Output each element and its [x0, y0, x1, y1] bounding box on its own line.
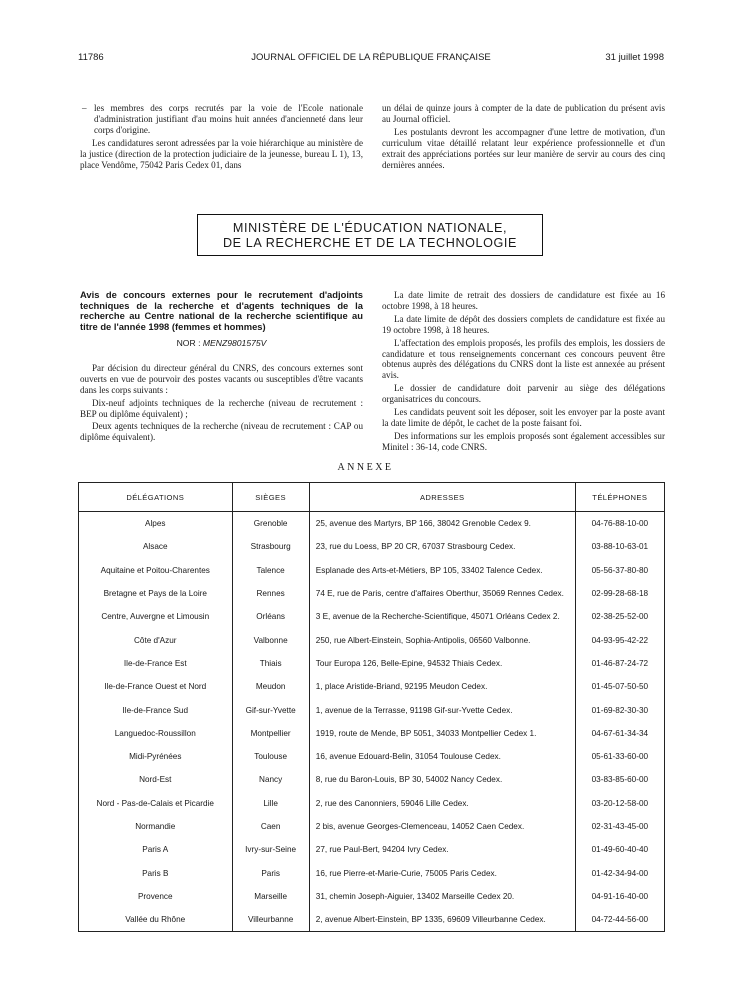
table-row: [79, 722, 665, 745]
cell-delegation: Ile-de-France Sud: [79, 698, 233, 721]
top-left-column: [80, 103, 363, 172]
table-row: [79, 512, 665, 536]
table-row: [79, 908, 665, 932]
column-header-delegations: DÉLÉGATIONS: [79, 483, 233, 512]
ministry-line: MINISTÈRE DE L'ÉDUCATION NATIONALE,: [232, 221, 508, 235]
avis-title: Avis de concours externes pour le recrutement d'adjoints techniques de la recherche et d'agents techniques de la recherche au Centre national de la recherche scientifique au titre de l'année 1998 (femmes et hommes): [80, 289, 363, 332]
cell-telephone: 05-56-37-80-80: [575, 559, 664, 582]
nor-label: NOR :: [176, 338, 201, 348]
cell-delegation: Nord - Pas-de-Calais et Picardie: [79, 792, 233, 815]
cell-adresse: 25, avenue des Martyrs, BP 166, 38042 Grenoble Cedex 9.: [309, 512, 575, 536]
table-row: [79, 745, 665, 768]
cell-telephone: 03-88-10-63-01: [575, 535, 664, 558]
cell-adresse: Tour Europa 126, Belle-Epine, 94532 Thiais Cedex.: [309, 652, 575, 675]
table-header-row: [79, 483, 665, 512]
cell-delegation: Ile-de-France Ouest et Nord: [79, 675, 233, 698]
cell-telephone: 01-46-87-24-72: [575, 652, 664, 675]
cell-siege: Grenoble: [232, 512, 309, 536]
cell-telephone: 04-93-95-42-22: [575, 628, 664, 651]
cell-adresse: 1, avenue de la Terrasse, 91198 Gif-sur-Yvette Cedex.: [309, 698, 575, 721]
ministry-heading: [197, 214, 543, 256]
cell-adresse: 27, rue Paul-Bert, 94204 Ivry Cedex.: [309, 838, 575, 861]
cell-siege: Montpellier: [232, 722, 309, 745]
cell-adresse: 31, chemin Joseph-Aiguier, 13402 Marseille Cedex 20.: [309, 885, 575, 908]
cell-telephone: 05-61-33-60-00: [575, 745, 664, 768]
paragraph: Des informations sur les emplois proposés sont également accessibles sur Minitel : 36-14, code CNRS.: [382, 430, 665, 452]
cell-telephone: 02-31-43-45-00: [575, 815, 664, 838]
cell-adresse: 2, rue des Canonniers, 59046 Lille Cedex.: [309, 792, 575, 815]
cell-siege: Strasbourg: [232, 535, 309, 558]
top-right-column: [382, 103, 665, 172]
cell-siege: Caen: [232, 815, 309, 838]
cell-delegation: Normandie: [79, 815, 233, 838]
paragraph: Les candidatures seront adressées par la voie hiérarchique au ministère de la justice (direction de la protection judiciaire de la jeunesse, bureau L 1), 13, place Vendôme, 75042 Paris Cedex 01, dans: [80, 137, 363, 170]
table-row: [79, 628, 665, 651]
cell-siege: Villeurbanne: [232, 908, 309, 932]
journal-title: JOURNAL OFFICIEL DE LA RÉPUBLIQUE FRANÇAISE: [251, 52, 491, 63]
column-header-telephones: TÉLÉPHONES: [575, 483, 664, 512]
cell-telephone: 04-76-88-10-00: [575, 512, 664, 536]
ministry-line: DE LA RECHERCHE ET DE LA TECHNOLOGIE: [222, 236, 518, 250]
cell-adresse: 23, rue du Loess, BP 20 CR, 67037 Strasbourg Cedex.: [309, 535, 575, 558]
cell-adresse: 250, rue Albert-Einstein, Sophia-Antipolis, 06560 Valbonne.: [309, 628, 575, 651]
avis-right-column: [382, 290, 665, 455]
cell-siege: Nancy: [232, 768, 309, 791]
cell-siege: Orléans: [232, 605, 309, 628]
cell-siege: Toulouse: [232, 745, 309, 768]
table-row: [79, 838, 665, 861]
cell-siege: Marseille: [232, 885, 309, 908]
table-row: [79, 885, 665, 908]
cell-telephone: 01-69-82-30-30: [575, 698, 664, 721]
table-body: [79, 512, 665, 932]
paragraph: Deux agents techniques de la recherche (niveau de recrutement : CAP ou diplôme équivalent).: [80, 421, 363, 443]
cell-adresse: 3 E, avenue de la Recherche-Scientifique, 45071 Orléans Cedex 2.: [309, 605, 575, 628]
column-header-sieges: SIÈGES: [232, 483, 309, 512]
page-header: [78, 52, 664, 66]
cell-telephone: 01-49-60-40-40: [575, 838, 664, 861]
cell-siege: Lille: [232, 792, 309, 815]
table-row: [79, 861, 665, 884]
paragraph: Dix-neuf adjoints techniques de la recherche (niveau de recrutement : BEP ou diplôme équivalent) ;: [80, 397, 363, 419]
page-number: 11786: [78, 52, 104, 63]
cell-delegation: Ile-de-France Est: [79, 652, 233, 675]
cell-delegation: Midi-Pyrénées: [79, 745, 233, 768]
cell-siege: Paris: [232, 861, 309, 884]
cell-siege: Valbonne: [232, 628, 309, 651]
paragraph: Le dossier de candidature doit parvenir au siège des délégations organisatrices du concours.: [382, 383, 665, 405]
paragraph: La date limite de retrait des dossiers de candidature est fixée au 16 octobre 1998, à 18 heures.: [382, 290, 665, 311]
table-row: [79, 559, 665, 582]
issue-date: 31 juillet 1998: [605, 52, 664, 63]
cell-telephone: 01-42-34-94-00: [575, 861, 664, 884]
cell-delegation: Alsace: [79, 535, 233, 558]
cell-telephone: 02-99-28-68-18: [575, 582, 664, 605]
cell-delegation: Bretagne et Pays de la Loire: [79, 582, 233, 605]
cell-siege: Talence: [232, 559, 309, 582]
paragraph: L'affectation des emplois proposés, les profils des emplois, les dossiers de candidature et tous renseignements concernant ces concours peuvent être obtenus auprès des délégations du CNRS dont la liste est annexée au présent avis.: [382, 337, 665, 381]
avis-left-column: [80, 290, 363, 445]
cell-delegation: Nord-Est: [79, 768, 233, 791]
cell-telephone: 03-20-12-58-00: [575, 792, 664, 815]
cell-telephone: 04-72-44-56-00: [575, 908, 664, 932]
table-row: [79, 652, 665, 675]
nor-value: MENZ9801575V: [202, 338, 267, 348]
cell-siege: Rennes: [232, 582, 309, 605]
cell-adresse: 8, rue du Baron-Louis, BP 30, 54002 Nancy Cedex.: [309, 768, 575, 791]
table-row: [79, 698, 665, 721]
cell-telephone: 04-67-61-34-34: [575, 722, 664, 745]
paragraph: La date limite de dépôt des dossiers complets de candidature est fixée au 19 octobre 1998, à 18 heures.: [382, 313, 665, 335]
cell-siege: Gif-sur-Yvette: [232, 698, 309, 721]
cell-telephone: 03-83-85-60-00: [575, 768, 664, 791]
paragraph: Les candidats peuvent soit les déposer, soit les envoyer par la poste avant la date limite de dépôt, le cachet de la poste faisant foi.: [382, 407, 665, 428]
table-row: [79, 792, 665, 815]
nor-reference: [80, 338, 363, 349]
cell-delegation: Alpes: [79, 512, 233, 536]
cell-siege: Meudon: [232, 675, 309, 698]
table-row: [79, 768, 665, 791]
cell-telephone: 01-45-07-50-50: [575, 675, 664, 698]
cell-adresse: 1, place Aristide-Briand, 92195 Meudon Cedex.: [309, 675, 575, 698]
cell-delegation: Centre, Auvergne et Limousin: [79, 605, 233, 628]
cell-adresse: 16, avenue Edouard-Belin, 31054 Toulouse Cedex.: [309, 745, 575, 768]
cell-adresse: Esplanade des Arts-et-Métiers, BP 105, 33402 Talence Cedex.: [309, 559, 575, 582]
cell-delegation: Provence: [79, 885, 233, 908]
cell-delegation: Vallée du Rhône: [79, 908, 233, 932]
cell-adresse: 1919, route de Mende, BP 5051, 34033 Montpellier Cedex 1.: [309, 722, 575, 745]
cell-delegation: Paris A: [79, 838, 233, 861]
cell-adresse: 2 bis, avenue Georges-Clemenceau, 14052 Caen Cedex.: [309, 815, 575, 838]
paragraph: Par décision du directeur général du CNRS, des concours externes sont ouverts en vue de pourvoir des postes vacants ou susceptibles d'être vacants dans les corps suivants :: [80, 362, 363, 395]
paragraph: Les postulants devront les accompagner d'une lettre de motivation, d'un curriculum vitae détaillé relatant leur expérience professionnelle et d'un extrait des appréciations portées sur leur manière de servir au cours des cinq dernières années.: [382, 126, 665, 170]
cell-adresse: 16, rue Pierre-et-Marie-Curie, 75005 Paris Cedex.: [309, 861, 575, 884]
cell-siege: Thiais: [232, 652, 309, 675]
annexe-title: ANNEXE: [337, 462, 394, 473]
cell-delegation: Côte d'Azur: [79, 628, 233, 651]
table-row: [79, 605, 665, 628]
column-header-adresses: ADRESSES: [309, 483, 575, 512]
table-row: [79, 582, 665, 605]
cell-telephone: 04-91-16-40-00: [575, 885, 664, 908]
cell-delegation: Aquitaine et Poitou-Charentes: [79, 559, 233, 582]
cell-adresse: 2, avenue Albert-Einstein, BP 1335, 69609 Villeurbanne Cedex.: [309, 908, 575, 932]
table-row: [79, 535, 665, 558]
cell-adresse: 74 E, rue de Paris, centre d'affaires Oberthur, 35069 Rennes Cedex.: [309, 582, 575, 605]
cell-delegation: Languedoc-Roussillon: [79, 722, 233, 745]
paragraph: – les membres des corps recrutés par la voie de l'Ecole nationale d'administration justifiant d'au moins huit années d'ancienneté dans leur corps d'origine.: [80, 103, 363, 136]
paragraph: un délai de quinze jours à compter de la date de publication du présent avis au Journal officiel.: [382, 103, 665, 124]
cell-siege: Ivry-sur-Seine: [232, 838, 309, 861]
table-row: [79, 815, 665, 838]
delegations-table: [78, 482, 665, 932]
cell-delegation: Paris B: [79, 861, 233, 884]
table-row: [79, 675, 665, 698]
cell-telephone: 02-38-25-52-00: [575, 605, 664, 628]
